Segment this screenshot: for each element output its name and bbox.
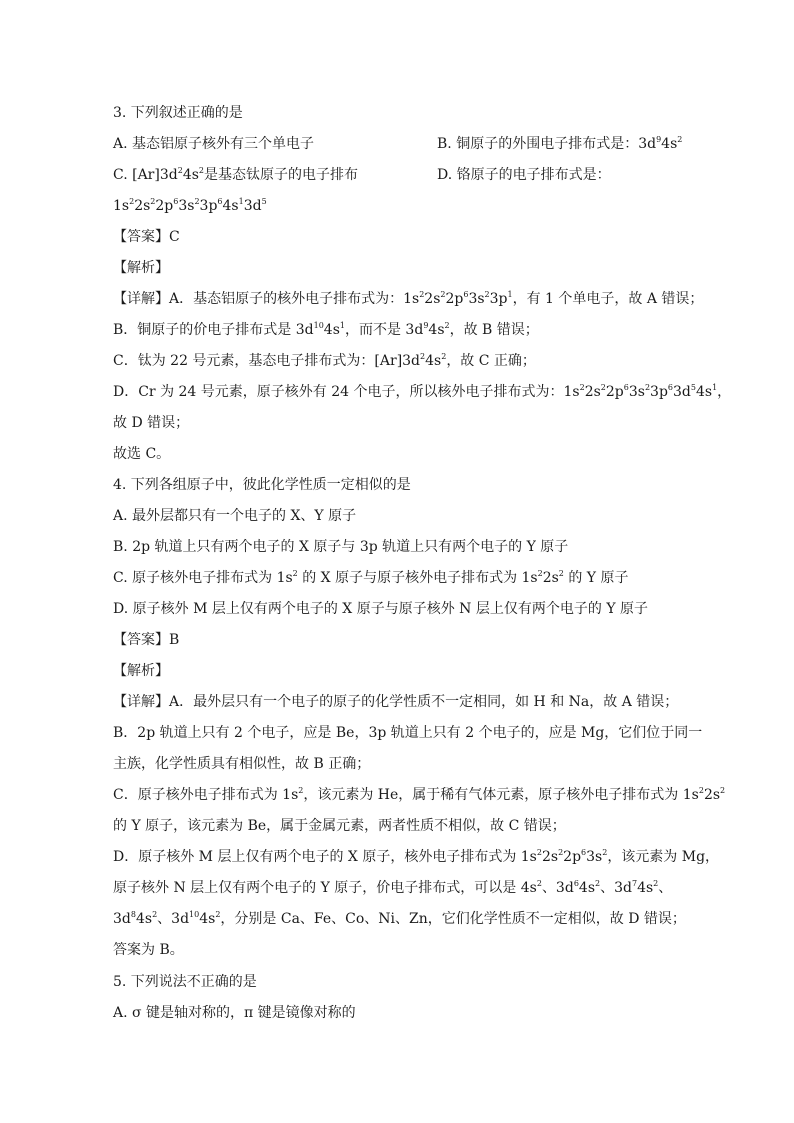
q3-detail-d-cont: 故 D 错误； — [113, 415, 190, 431]
q4-detail-c-cont: 的 Y 原子，该元素为 Be，属于金属元素，两者性质不相似，故 C 错误； — [113, 818, 566, 834]
q3-option-c: C. $[Ar]3d^24s^2$是基态钛原子的电子排布 — [113, 166, 358, 183]
q3-conclusion: 故选 C。 — [113, 446, 171, 462]
q3-option-b: B. 铜原子的外围电子排布式是：$3d^94s^2$ — [437, 135, 683, 152]
q3-option-d-config: $1s^22s^22p^63s^23p^64s^13d^5$ — [113, 197, 267, 214]
q4-option-c: C. 原子核外电子排布式为 $1s^2$ 的 X 原子与原子核外电子排布式为 $1s^22s^2$ 的 Y 原子 — [113, 569, 629, 586]
q5-option-a: A. σ 键是轴对称的，π 键是镜像对称的 — [113, 1005, 356, 1021]
q4-detail-d-cont1: 原子核外 N 层上仅有两个电子的 Y 原子，价电子排布式，可以是 $4s^2$、$3d^64s^2$、$3d^74s^2$、 — [113, 879, 673, 896]
q4-option-d: D. 原子核外 M 层上仅有两个电子的 X 原子与原子核外 N 层上仅有两个电子的 Y 原子 — [113, 601, 649, 617]
q4-conclusion: 答案为 B。 — [113, 942, 184, 958]
q3-option-d: D. 铬原子的电子排布式是： — [437, 167, 611, 183]
q4-option-a: A. 最外层都只有一个电子的 X、Y 原子 — [113, 508, 357, 524]
q3-detail-d: D．Cr 为 24 号元素，原子核外有 24 个电子，所以核外电子排布式为：$1s^22s^22p^63s^23p^63d^54s^1$， — [113, 383, 732, 400]
q4-detail-b: B．2p 轨道上只有 2 个电子，应是 Be，3p 轨道上只有 2 个电子的，应是 Mg，它们位于同一 — [113, 725, 703, 741]
q3-detail-a: 【详解】A．基态铝原子的核外电子排布式为：$1s^22s^22p^63s^23p^1$，有 1 个单电子，故 A 错误； — [113, 290, 704, 307]
q3-option-a: A. 基态铝原子核外有三个单电子 — [113, 136, 315, 152]
q4-stem: 4. 下列各组原子中，彼此化学性质一定相似的是 — [113, 477, 411, 493]
q4-option-b: B. 2p 轨道上只有两个电子的 X 原子与 3p 轨道上只有两个电子的 Y 原子 — [113, 539, 569, 555]
q4-detail-a: 【详解】A．最外层只有一个电子的原子的化学性质不一定相同，如 H 和 Na，故 A 错误； — [113, 694, 679, 710]
q3-analysis-heading: 【解析】 — [113, 260, 169, 276]
q3-detail-c: C．钛为 22 号元素，基态电子排布式为：$[Ar]3d^24s^2$，故 C 正确； — [113, 352, 536, 369]
q3-stem: 3. 下列叙述正确的是 — [113, 105, 243, 121]
q4-detail-b-cont: 主族，化学性质具有相似性，故 B 正确； — [113, 756, 371, 772]
q4-answer: 【答案】B — [113, 632, 180, 648]
q4-detail-d-cont2: $3d^84s^2$、$3d^{10}4s^2$，分别是 Ca、Fe、Co、Ni、Zn，它们化学性质不一定相似，故 D 错误； — [113, 910, 686, 927]
q4-analysis-heading: 【解析】 — [113, 663, 169, 679]
q3-detail-b: B．铜原子的价电子排布式是 $3d^{10}4s^1$，而不是 $3d^94s^2$，故 B 错误； — [113, 321, 539, 338]
q3-answer: 【答案】C — [113, 229, 180, 245]
q4-detail-d: D．原子核外 M 层上仅有两个电子的 X 原子，核外电子排布式为 $1s^22s^22p^63s^2$，该元素为 Mg， — [113, 848, 720, 865]
q4-detail-c: C．原子核外电子排布式为 $1s^2$，该元素为 He，属于稀有气体元素，原子核外电子排布式为 $1s^22s^2$ — [113, 786, 726, 803]
q5-stem: 5. 下列说法不正确的是 — [113, 974, 257, 990]
